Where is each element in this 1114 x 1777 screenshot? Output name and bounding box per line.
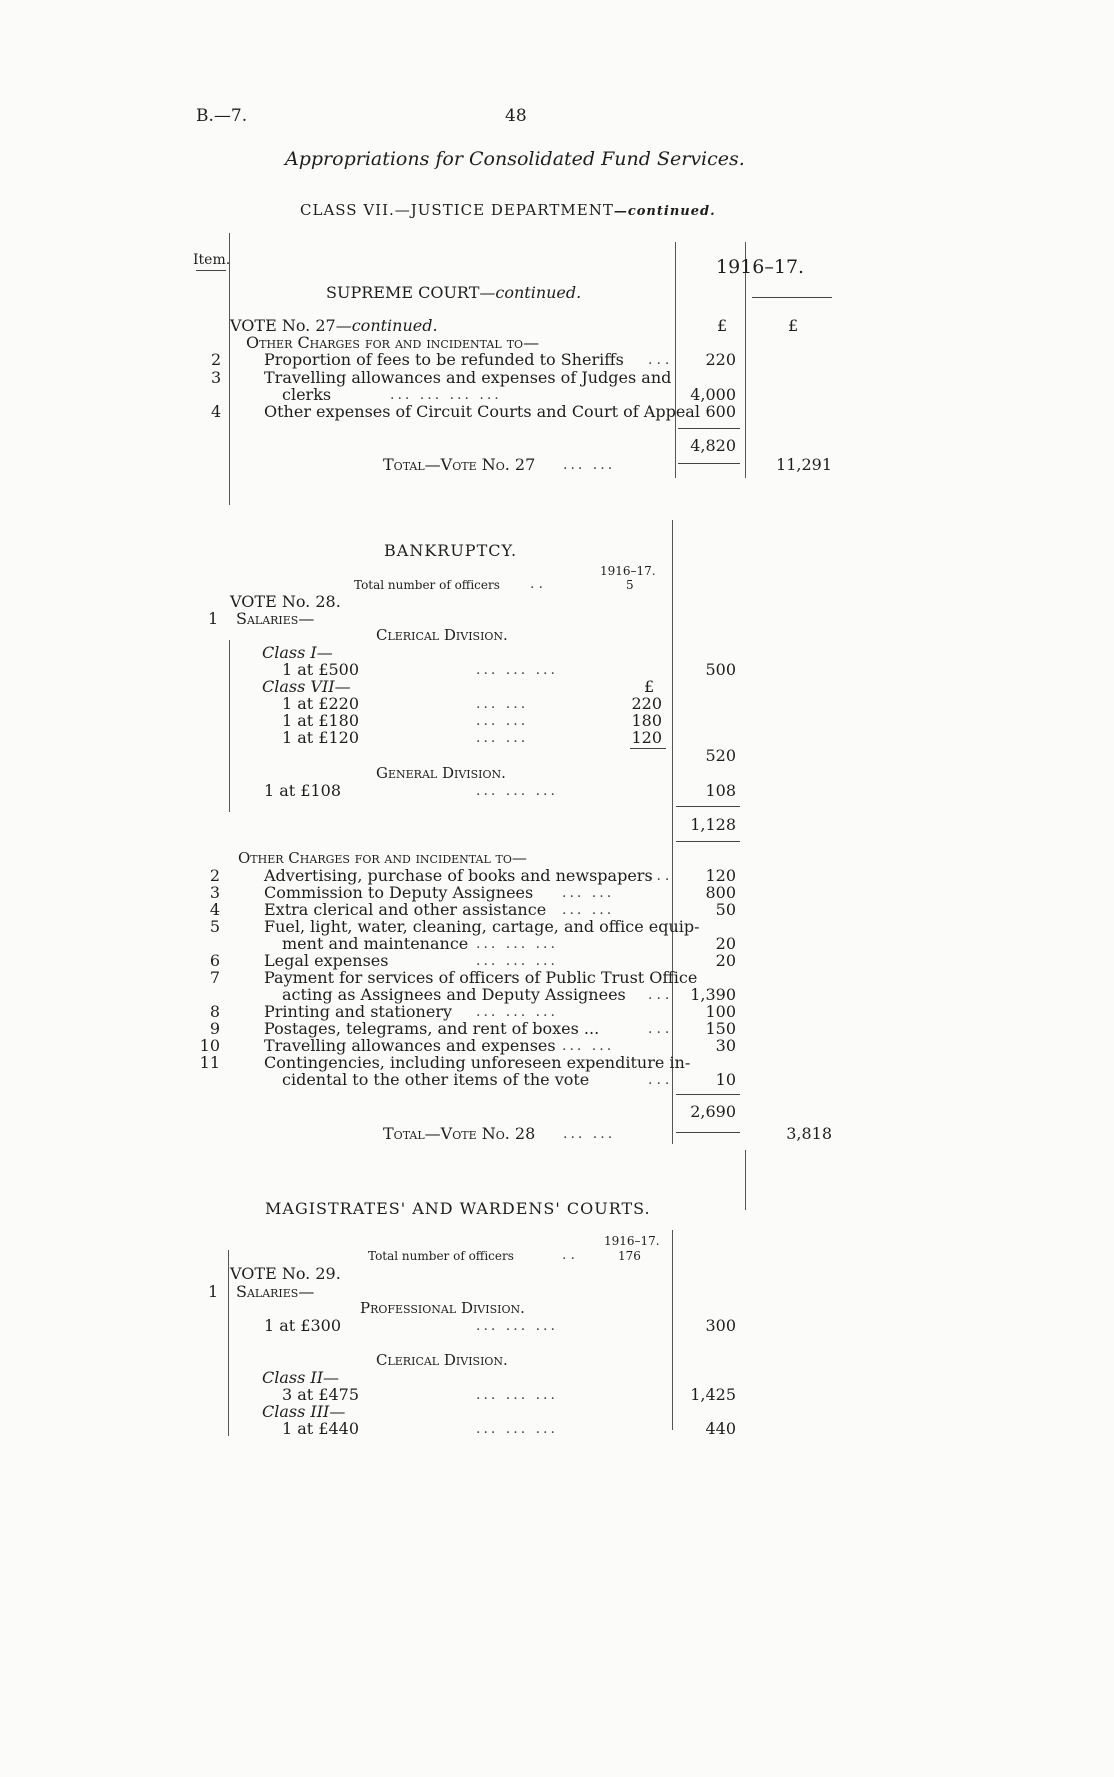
- vote-28-item-number: 3: [209, 883, 220, 902]
- class-7-label: Class VII—: [262, 677, 351, 696]
- subtotal-rule: [678, 428, 740, 429]
- clerical-division-heading: Clerical Division.: [376, 626, 508, 644]
- vote-28-item-amount: 120: [705, 866, 736, 885]
- dot-leader: ... ...: [562, 902, 615, 918]
- vote-28-item-amount: 20: [715, 934, 736, 953]
- document-reference: B.—7.: [196, 106, 248, 126]
- class-2-amount: 1,425: [690, 1385, 736, 1404]
- dot-leader: ... ...: [476, 696, 529, 712]
- class-2-line: 3 at £475: [282, 1385, 360, 1404]
- professional-line: 1 at £300: [264, 1316, 342, 1335]
- salaries-total-rule: [676, 841, 740, 842]
- vote-28-item-amount: 150: [705, 1019, 736, 1038]
- vote-28-item-number: 7: [209, 968, 220, 987]
- dot-leader: ...: [648, 1072, 674, 1088]
- vote-28-item-amount: 100: [705, 1002, 736, 1021]
- salaries-label: Salaries—: [236, 609, 315, 628]
- class-1-line: 1 at £500: [282, 660, 360, 679]
- amount-column-rule-right: [745, 1150, 746, 1210]
- professional-division-heading: Professional Division.: [360, 1299, 525, 1317]
- vote-27-other-charges: Other Charges for and incidental to—: [246, 333, 540, 352]
- dot-leader: ...: [648, 868, 674, 884]
- vote-28-item-amount: 30: [715, 1036, 736, 1055]
- class-7-line: 1 at £120: [282, 728, 360, 747]
- dot-leader: ..: [562, 1247, 579, 1263]
- dot-leader: ... ... ...: [476, 1421, 558, 1437]
- class-heading: [300, 201, 716, 219]
- vote-28-item-text: Payment for services of officers of Public Trust Office: [264, 968, 698, 987]
- vote-27-item-text: Proportion of fees to be refunded to Sheriffs: [264, 350, 624, 369]
- vote-27-total: 11,291: [776, 455, 832, 474]
- vote-27-continued: —continued.: [335, 316, 438, 335]
- vote-28-total-label: Total—Vote No. 28: [383, 1124, 536, 1143]
- class-2-label: Class II—: [262, 1368, 340, 1387]
- vote-28-item-text: Printing and stationery: [264, 1002, 453, 1021]
- vote-27-item-amount: 220: [705, 350, 736, 369]
- dot-leader: ... ... ...: [476, 783, 558, 799]
- vote-28-other-charges: Other Charges for and incidental to—: [238, 849, 527, 867]
- bankruptcy-heading: BANKRUPTCY.: [384, 541, 518, 560]
- vote-28-item-text-cont: acting as Assignees and Deputy Assignees: [282, 985, 626, 1004]
- dot-leader: ... ...: [476, 730, 529, 746]
- year-header-rule: [752, 297, 832, 298]
- item-column-rule: [229, 233, 230, 505]
- supreme-court-heading-continued: —continued.: [479, 283, 582, 302]
- vote-28-heading: VOTE No. 28.: [230, 592, 341, 611]
- dot-leader: ... ...: [563, 457, 616, 473]
- amount-column-rule-left: [675, 242, 676, 478]
- vote-27-item-amount: 600: [705, 402, 736, 421]
- salaries-total-rule: [676, 806, 740, 807]
- vote-28-item-text-cont: cidental to the other items of the vote: [282, 1070, 590, 1089]
- professional-amount: 300: [705, 1316, 736, 1335]
- vote-28-subtotal: 2,690: [690, 1102, 736, 1121]
- vote-28-item-text: Legal expenses: [264, 951, 389, 970]
- amount-column-rule-left: [672, 520, 673, 1144]
- dot-leader: ... ...: [476, 713, 529, 729]
- amount-column-rule-left: [672, 1230, 673, 1430]
- vote-28-item-amount: 800: [705, 883, 736, 902]
- magistrates-officers-year: 1916–17.: [604, 1234, 660, 1248]
- class-7-line: 1 at £220: [282, 694, 360, 713]
- subtotal-rule: [676, 1094, 740, 1095]
- vote-28-item-text: Postages, telegrams, and rent of boxes ...: [264, 1019, 600, 1038]
- year-column-header: 1916–17.: [716, 256, 805, 278]
- salaries-item-number: 1: [208, 609, 219, 628]
- class-7-amount: 220: [631, 694, 662, 713]
- pound-symbol-col2: £: [788, 316, 799, 335]
- salaries-label: Salaries—: [236, 1282, 315, 1301]
- class-heading-continued: —continued.: [613, 204, 716, 219]
- item-header-rule: [196, 270, 226, 271]
- dot-leader: ... ...: [562, 885, 615, 901]
- vote-28-total: 3,818: [786, 1124, 832, 1143]
- class-7-line: 1 at £180: [282, 711, 360, 730]
- vote-28-item-amount: 10: [715, 1070, 736, 1089]
- total-rule: [678, 463, 740, 464]
- dot-leader: ... ... ...: [476, 1387, 558, 1403]
- item-column-rule: [228, 1250, 229, 1436]
- general-amount: 108: [705, 781, 736, 800]
- dot-leader: ... ...: [563, 1126, 616, 1142]
- vote-28-item-number: 4: [209, 900, 220, 919]
- dot-leader: ... ... ...: [476, 662, 558, 678]
- vote-28-item-number: 10: [199, 1036, 220, 1055]
- vote-28-item-text: Contingencies, including unforeseen expenditure in-: [264, 1053, 691, 1072]
- vote-28-item-text: Commission to Deputy Assignees: [264, 883, 534, 902]
- vote-28-item-text: Extra clerical and other assistance: [264, 900, 547, 919]
- salaries-item-number: 1: [208, 1282, 219, 1301]
- general-line: 1 at £108: [264, 781, 342, 800]
- supreme-court-heading: [326, 283, 581, 302]
- vote-27-item-number: 3: [211, 368, 222, 387]
- class-7-subtotal-rule: [630, 748, 666, 749]
- class-7-amount: 120: [631, 728, 662, 747]
- dot-leader: ... ... ...: [476, 936, 558, 952]
- dot-leader: ...: [648, 987, 674, 1003]
- bankruptcy-officers-year: 1916–17.: [600, 564, 656, 578]
- class-1-amount: 500: [705, 660, 736, 679]
- vote-28-item-text: Fuel, light, water, cleaning, cartage, and office equip-: [264, 917, 700, 936]
- class-7-amount: 180: [631, 711, 662, 730]
- vote-28-item-text: Travelling allowances and expenses: [264, 1036, 556, 1055]
- class-3-line: 1 at £440: [282, 1419, 360, 1438]
- dot-leader: ... ...: [562, 1038, 615, 1054]
- vote-27-subtotal: 4,820: [690, 436, 736, 455]
- vote-27-main: VOTE No. 27: [230, 316, 336, 335]
- class-heading-main: CLASS VII.—JUSTICE DEPARTMENT: [300, 201, 614, 219]
- bankruptcy-officers-count: 5: [626, 578, 634, 592]
- vote-27-total-label: Total—Vote No. 27: [383, 455, 536, 474]
- dot-leader: ... ... ... ...: [390, 387, 502, 403]
- vote-28-item-amount: 1,390: [690, 985, 736, 1004]
- vote-28-item-amount: 20: [715, 951, 736, 970]
- salaries-total: 1,128: [690, 815, 736, 834]
- vote-29-heading: VOTE No. 29.: [230, 1264, 341, 1283]
- total-rule: [676, 1132, 740, 1133]
- vote-27-item-number: 4: [211, 402, 222, 421]
- class-7-pound: £: [644, 677, 655, 696]
- pound-symbol-col1: £: [717, 316, 728, 335]
- vote-28-item-amount: 50: [715, 900, 736, 919]
- vote-28-item-number: 2: [209, 866, 220, 885]
- bankruptcy-officers-label: Total number of officers: [354, 578, 500, 592]
- class-7-subtotal: 520: [705, 746, 736, 765]
- dot-leader: ...: [648, 352, 674, 368]
- vote-28-item-number: 6: [209, 951, 220, 970]
- vote-28-item-text-cont: ment and maintenance: [282, 934, 469, 953]
- dot-leader: ... ... ...: [476, 953, 558, 969]
- vote-27-item-text-cont: clerks: [282, 385, 332, 404]
- dot-leader: ... ... ...: [476, 1004, 558, 1020]
- vote-28-item-number: 9: [209, 1019, 220, 1038]
- page-number: 48: [505, 106, 527, 126]
- vote-28-item-text: Advertising, purchase of books and newspapers: [264, 866, 653, 885]
- vote-27-item-amount: 4,000: [690, 385, 736, 404]
- clerical-division-heading: Clerical Division.: [376, 1351, 508, 1369]
- class-1-label: Class I—: [262, 643, 333, 662]
- dot-leader: ... ... ...: [476, 1318, 558, 1334]
- class-3-label: Class III—: [262, 1402, 346, 1421]
- supreme-court-heading-main: SUPREME COURT: [326, 283, 480, 302]
- page-title: Appropriations for Consolidated Fund Services.: [285, 148, 745, 170]
- dot-leader: ...: [648, 1021, 674, 1037]
- class-3-amount: 440: [705, 1419, 736, 1438]
- vote-28-item-number: 5: [209, 917, 220, 936]
- item-column-header: Item.: [193, 252, 231, 268]
- vote-28-item-number: 8: [209, 1002, 220, 1021]
- vote-28-item-number: 11: [199, 1053, 220, 1072]
- vote-27-item-text: Other expenses of Circuit Courts and Court of Appeal: [264, 402, 700, 421]
- magistrates-officers-count: 176: [618, 1249, 641, 1263]
- magistrates-officers-label: Total number of officers: [368, 1249, 514, 1263]
- item-column-rule: [229, 640, 230, 812]
- general-division-heading: General Division.: [376, 764, 506, 782]
- vote-27-item-number: 2: [211, 350, 222, 369]
- dot-leader: ..: [530, 576, 547, 592]
- vote-27-item-text: Travelling allowances and expenses of Judges and: [264, 368, 672, 387]
- magistrates-heading: MAGISTRATES' AND WARDENS' COURTS.: [265, 1199, 651, 1218]
